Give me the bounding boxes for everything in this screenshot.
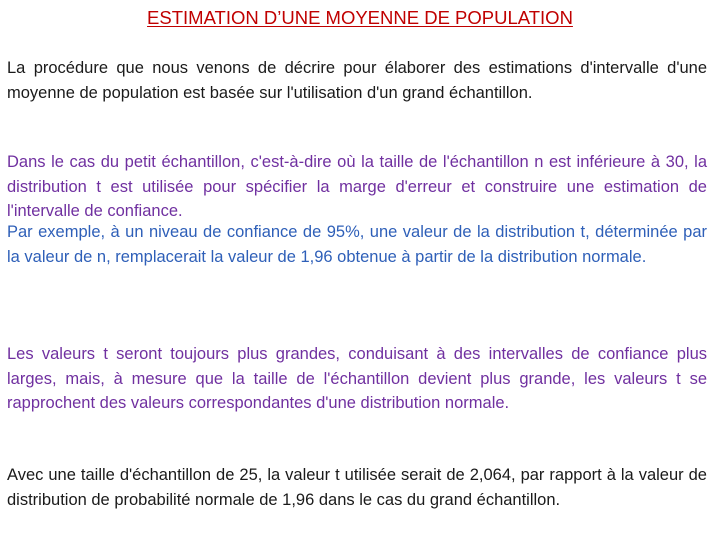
- paragraph-t-values: Les valeurs t seront toujours plus grandes, conduisant à des intervalles de confiance plus larges, mais, à mesure que la taille de l'échantillon devient plus grande, les valeurs t se rapprochent des valeurs correspondantes d'une distribution normale.: [7, 345, 707, 412]
- paragraph-example: Par exemple, à un niveau de confiance de 95%, une valeur de la distribution t, déterminée par la valeur de n, remplacerait la valeur de 1,96 obtenue à partir de la distribution normale.: [7, 223, 707, 266]
- paragraph-large-sample: La procédure que nous venons de décrire pour élaborer des estimations d'intervalle d'une moyenne de population est basée sur l'utilisation d'un grand échantillon.: [7, 59, 707, 102]
- paragraph-sample-25: Avec une taille d'échantillon de 25, la valeur t utilisée serait de 2,064, par rapport à la valeur de distribution de probabilité normale de 1,96 dans le cas du grand échantillon.: [7, 466, 707, 509]
- paragraph-small-sample: Dans le cas du petit échantillon, c'est-à-dire où la taille de l'échantillon n est inférieure à 30, la distribution t est utilisée pour spécifier la marge d'erreur et construire une estimation de l'intervalle de confiance.: [7, 153, 707, 220]
- slide-title: ESTIMATION D’UNE MOYENNE DE POPULATION: [147, 7, 573, 28]
